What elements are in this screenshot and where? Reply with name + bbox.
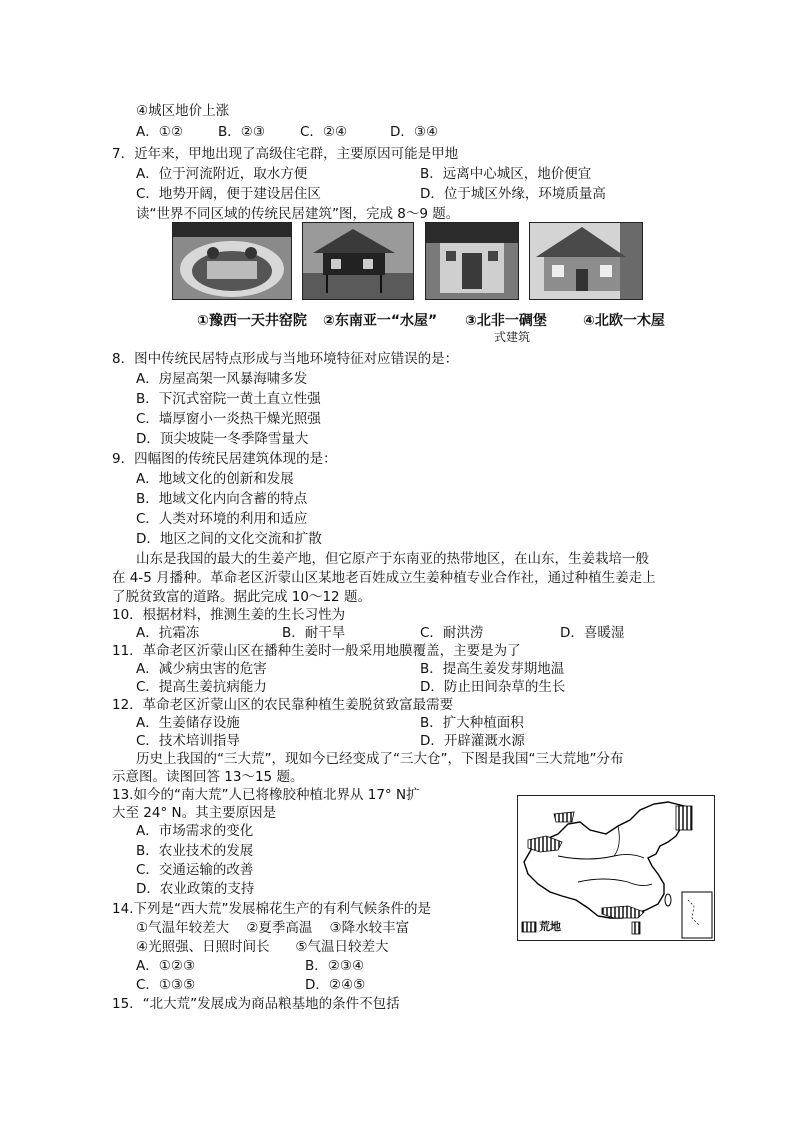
q6-option-4: ④城区地价上涨: [136, 103, 230, 119]
q13-option-c: C．交通运输的改善: [136, 862, 254, 878]
photo-wooden-house: [529, 222, 643, 300]
passage-10-12-line-1: 山东是我国的最大的生姜产地，但它原产于东南亚的热带地区，在山东，生姜栽培一般: [136, 551, 649, 567]
q9-option-d: D．地区之间的文化交流和扩散: [136, 531, 322, 547]
q7-option-d: D．位于城区外缘，环境质量高: [420, 186, 606, 202]
caption-2: ②东南亚一“水屋”: [323, 313, 438, 329]
q12-option-b: B．扩大种植面积: [420, 715, 524, 731]
photo-water-house: [302, 222, 414, 300]
q10-option-d: D．喜暖湿: [560, 625, 625, 641]
q8-option-c: C．墙厚窗小一炎热干燥光照强: [136, 411, 321, 427]
q12-stem: 12．革命老区沂蒙山区的农民靠种植生姜脱贫致富最需要: [112, 697, 454, 713]
q12-option-c: C．技术培训指导: [136, 733, 240, 749]
q6-choice-d: D．③④: [390, 124, 439, 140]
q7-stem: 7．近年来，甲地出现了高级住宅群，主要原因可能是甲地: [112, 146, 459, 162]
q12-option-a: A．生姜储存设施: [136, 715, 240, 731]
wasteland-map: [517, 795, 715, 941]
q11-option-a: A．减少病虫害的危害: [136, 661, 267, 677]
caption-1: ①豫西一天井窑院: [197, 313, 307, 329]
q14-option-a: A．①②③: [136, 958, 196, 974]
passage-13-15-line-1: 历史上我国的“三大荒”，现如今已经变成了“三大仓”，下图是我国“三大荒地”分布: [136, 751, 624, 767]
caption-3-line2: 式建筑: [494, 330, 531, 344]
q7-option-b: B．远离中心城区，地价便宜: [420, 166, 592, 182]
q10-option-c: C．耐洪涝: [420, 625, 484, 641]
q13-option-b: B．农业技术的发展: [136, 843, 254, 859]
q13-option-a: A．市场需求的变化: [136, 823, 254, 839]
q6-choice-a: A．①②: [136, 124, 183, 140]
q14-option-b: B．②③④: [305, 958, 365, 974]
passage-10-12-line-3: 了脱贫致富的道路。据此完成 10～12 题。: [112, 589, 371, 605]
q15-stem: 15．“北大荒”发展成为商品粮基地的条件不包括: [112, 996, 400, 1012]
q10-stem: 10．根据材料，推测生姜的生长习性为: [112, 607, 346, 623]
q11-stem: 11．革命老区沂蒙山区在播种生姜时一般采用地膜覆盖，主要是为了: [112, 643, 521, 659]
q6-choice-c: C．②④: [300, 124, 348, 140]
q12-option-d: D．开辟灌溉水源: [420, 733, 525, 749]
q14-conditions-row-2: ④光照强、日照时间长 ⑤气温日较差大: [136, 939, 389, 955]
q14-stem: 14.下列是“西大荒”发展棉花生产的有利气候条件的是: [112, 901, 431, 917]
q14-option-c: C．①③⑤: [136, 977, 196, 993]
q6-choice-b: B．②③: [218, 124, 265, 140]
q11-option-c: C．提高生姜抗病能力: [136, 679, 267, 695]
q8-option-d: D．顶尖坡陡一冬季降雪量大: [136, 431, 309, 447]
q7-option-c: C．地势开阔，便于建设居住区: [136, 186, 321, 202]
q11-option-d: D．防止田间杂草的生长: [420, 679, 566, 695]
map-legend-label: 荒地: [539, 920, 561, 933]
q11-option-b: B．提高生姜发芽期地温: [420, 661, 565, 677]
q14-option-d: D．②④⑤: [305, 977, 366, 993]
q13-stem-line-2: 大至 24° N。其主要原因是: [112, 805, 277, 821]
q8-option-b: B．下沉式窑院一黄土直立性强: [136, 391, 321, 407]
q9-option-c: C．人类对环境的利用和适应: [136, 511, 308, 527]
photo-fortress: [425, 222, 519, 300]
intro-8-9: 读“世界不同区域的传统民居建筑”图，完成 8～9 题。: [136, 206, 460, 222]
q9-option-b: B．地域文化内向含蓄的特点: [136, 491, 308, 507]
caption-4: ④北欧一木屋: [583, 313, 665, 329]
q9-stem: 9．四幅图的传统民居建筑体现的是：: [112, 451, 337, 467]
q13-stem-line-1: 13.如今的“南大荒”人已将橡胶种植北界从 17° N扩: [112, 787, 420, 803]
q8-option-a: A．房屋高架一风暴海啸多发: [136, 371, 308, 387]
q10-option-b: B．耐干旱: [282, 625, 346, 641]
q8-stem: 8．图中传统民居特点形成与当地环境特征对应错误的是：: [112, 351, 459, 367]
passage-10-12-line-2: 在 4-5 月播种。革命老区沂蒙山区某地老百姓成立生姜种植专业合作社，通过种植生姜走上: [112, 570, 656, 586]
q9-option-a: A．地域文化的创新和发展: [136, 471, 294, 487]
passage-13-15-line-2: 示意图。读图回答 13～15 题。: [112, 769, 304, 785]
q14-conditions-row-1: ①气温年较差大 ②夏季高温 ③降水较丰富: [136, 920, 410, 936]
q10-option-a: A．抗霜冻: [136, 625, 200, 641]
caption-3: ③北非一碉堡: [465, 313, 547, 329]
q7-option-a: A．位于河流附近，取水方便: [136, 166, 308, 182]
q13-option-d: D．农业政策的支持: [136, 881, 255, 897]
photo-cave-dwelling: [172, 222, 292, 300]
